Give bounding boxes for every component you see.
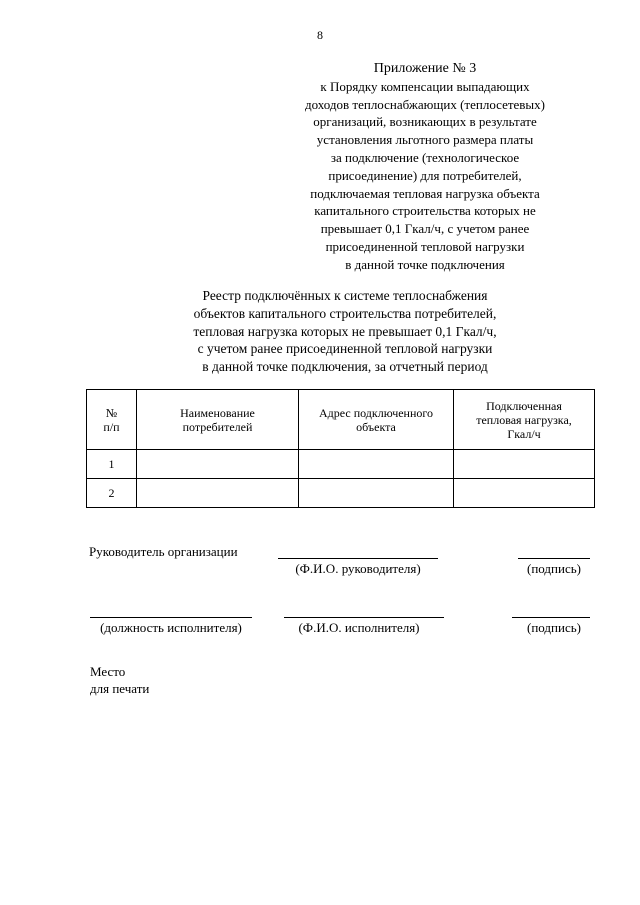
cell-connected-load — [454, 479, 595, 508]
appendix-line: за подключение (технологическое — [330, 149, 520, 165]
cell-object-address — [299, 479, 454, 508]
executor-sign-line — [512, 617, 590, 618]
stamp-place-line: Место — [90, 664, 126, 679]
cell-consumer-name — [137, 479, 299, 508]
appendix-header — [270, 60, 580, 274]
header-text: объекта — [356, 419, 396, 434]
appendix-line: присоединенной тепловой нагрузки — [325, 238, 525, 254]
head-name-line — [278, 558, 438, 559]
header-text: тепловая нагрузка, — [476, 412, 572, 427]
table-header-row — [87, 390, 595, 450]
head-sign-caption: (подпись) — [527, 561, 581, 576]
appendix-line: установления льготного размера платы — [316, 132, 534, 148]
executor-name-line — [284, 617, 444, 618]
registry-title-line: с учетом ранее присоединенной тепловой нагрузки — [197, 341, 493, 357]
registry-title-line: в данной точке подключения, за отчетный период — [202, 359, 488, 375]
executor-position-caption: (должность исполнителя) — [100, 620, 242, 635]
appendix-line: в данной точке подключения — [345, 256, 505, 272]
header-text: Подключенная — [486, 398, 562, 413]
appendix-line: к Порядку компенсации выпадающих — [320, 78, 530, 94]
header-text: Наименование — [180, 405, 255, 420]
head-label: Руководитель организации — [89, 544, 238, 559]
cell-number: 1 — [87, 450, 137, 479]
header-text: п/п — [103, 419, 120, 434]
cell-connected-load — [454, 450, 595, 479]
executor-position-line — [90, 617, 252, 618]
executor-sign-caption: (подпись) — [527, 620, 581, 635]
header-text: Гкал/ч — [507, 426, 541, 441]
header-text: потребителей — [182, 419, 253, 434]
executor-name-caption: (Ф.И.О. исполнителя) — [298, 620, 420, 635]
header-object-address — [299, 390, 454, 450]
head-sign-line — [518, 558, 590, 559]
header-number — [87, 390, 137, 450]
stamp-place — [90, 663, 149, 697]
cell-number: 2 — [87, 479, 137, 508]
registry-title-line: объектов капитального строительства потребителей, — [193, 305, 497, 321]
appendix-line: доходов теплоснабжающих (теплосетевых) — [304, 96, 545, 112]
appendix-line: капитального строительства которых не — [314, 203, 536, 219]
head-name-caption: (Ф.И.О. руководителя) — [295, 561, 421, 576]
registry-title — [120, 287, 570, 376]
cell-object-address — [299, 450, 454, 479]
cell-consumer-name — [137, 450, 299, 479]
registry-table — [86, 389, 595, 508]
header-text: № — [105, 405, 118, 420]
header-consumer-name — [137, 390, 299, 450]
appendix-line: превышает 0,1 Гкал/ч, с учетом ранее — [320, 221, 530, 237]
appendix-title: Приложение № 3 — [373, 61, 477, 76]
header-connected-load — [454, 390, 595, 450]
table-row — [87, 479, 595, 508]
table-row — [87, 450, 595, 479]
appendix-line: подключаемая тепловая нагрузка объекта — [310, 185, 540, 201]
header-text: Адрес подключенного — [318, 405, 434, 420]
stamp-place-line: для печати — [90, 681, 150, 696]
registry-title-line: тепловая нагрузка которых не превышает 0,1 Гкал/ч, — [193, 323, 497, 339]
registry-title-line: Реестр подключённых к системе теплоснабжения — [202, 288, 488, 303]
page-number: 8 — [317, 28, 323, 42]
appendix-line: присоединение) для потребителей, — [328, 167, 522, 183]
appendix-line: организаций, возникающих в результате — [313, 114, 537, 130]
